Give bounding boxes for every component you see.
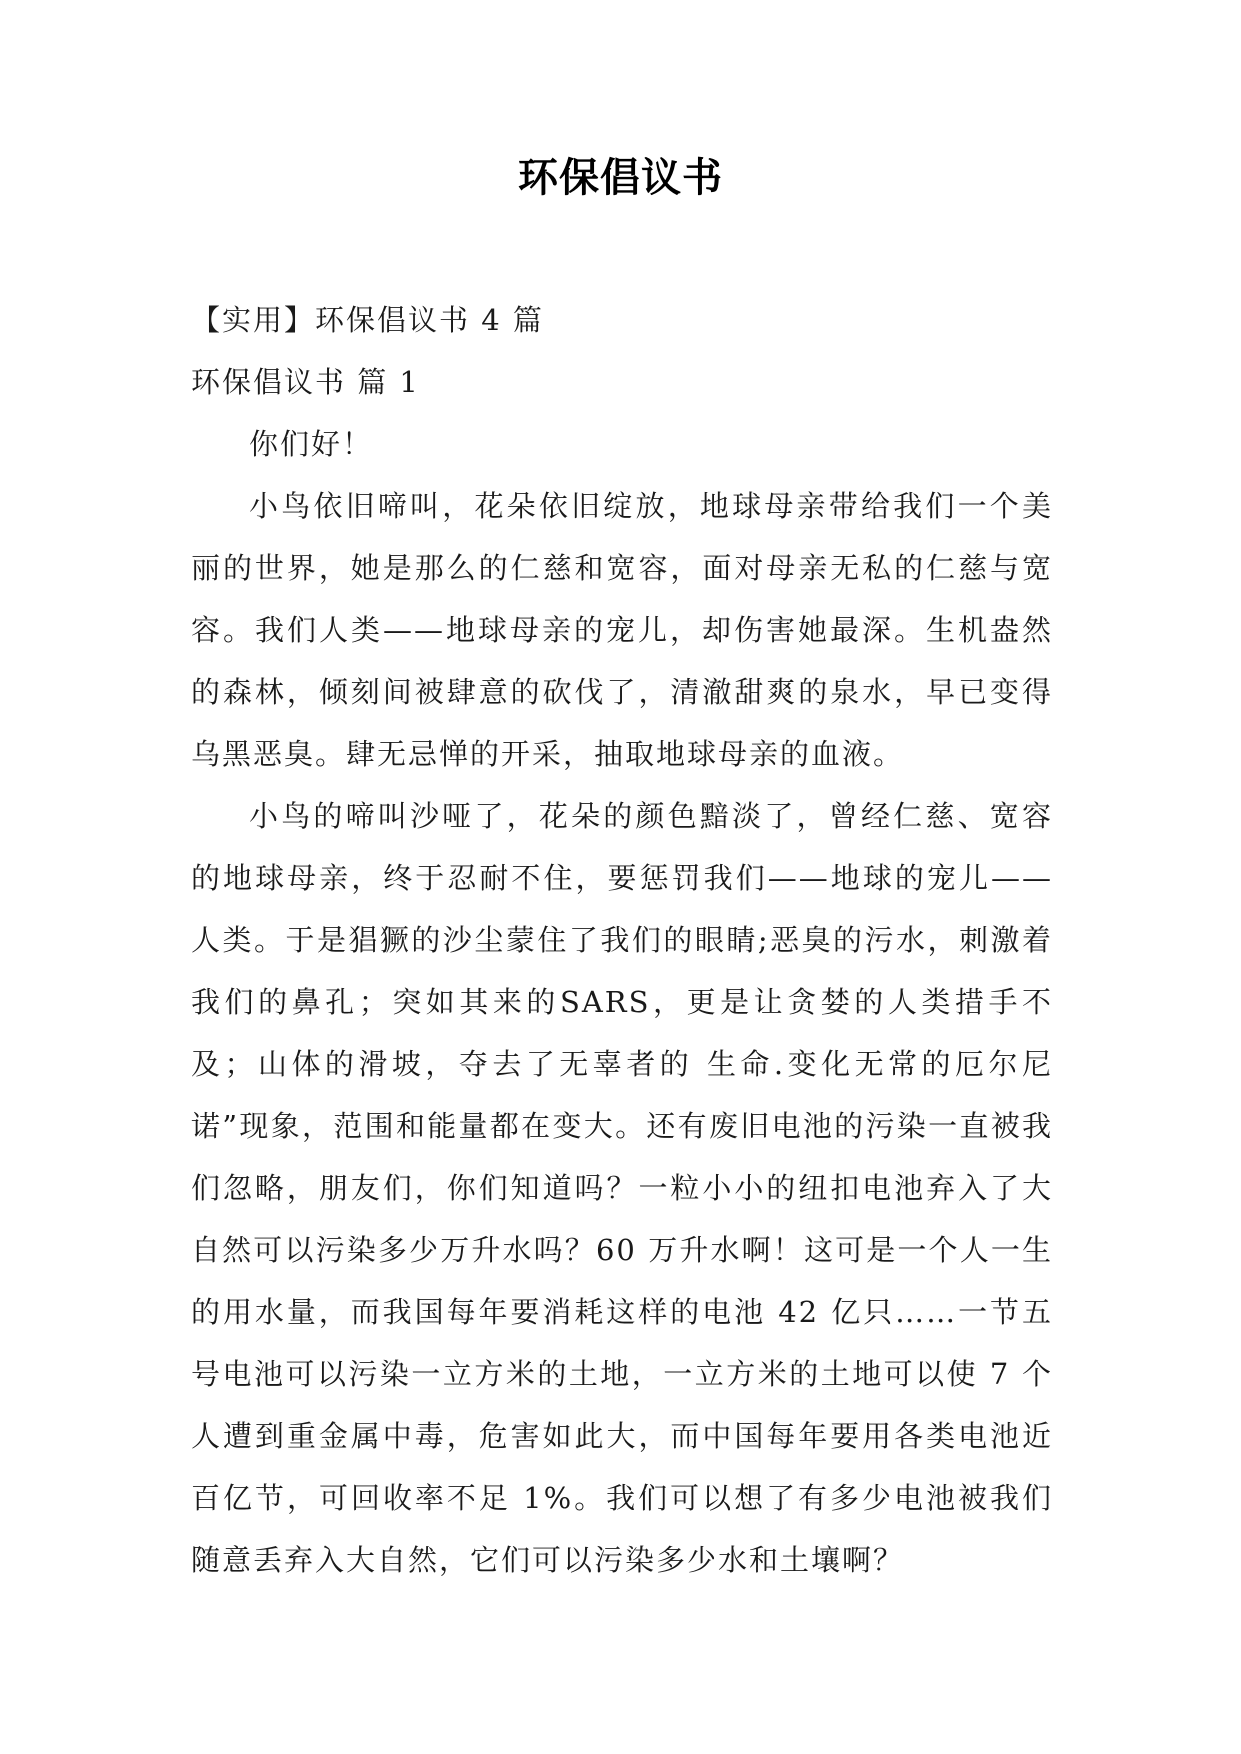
document-subtitle: 【实用】环保倡议书 4 篇	[191, 303, 544, 337]
document-title: 环保倡议书	[518, 155, 723, 201]
paragraph-2: 小鸟的啼叫沙哑了，花朵的颜色黯淡了，曾经仁慈、宽容的地球母亲，终于忍耐不住，要惩罚我们——地球的宠儿——人类。于是猖獗的沙尘蒙住了我们的眼睛;恶臭的污水，刺激着我们的鼻孔；突如其来的SARS，更是让贪婪的人类措手不及；山体的滑坡，夺去了无辜者的 生命.变化无常的厄尔尼诺”现象，范围和能量都在变大。还有废旧电池的污染一直被我们忽略，朋友们，你们知道吗？一粒小小的纽扣电池弃入了大自然可以污染多少万升水吗？60 万升水啊！这可是一个人一生的用水量，而我国每年要消耗这样的电池 42 亿只……一节五号电池可以污染一立方米的土地，一立方米的土地可以使 7 个人遭到重金属中毒，危害如此大，而中国每年要用各类电池近百亿节，可回收率不足 1%。我们可以想了有多少电池被我们随意丢弃入大自然，它们可以污染多少水和土壤啊？	[191, 799, 1053, 1577]
greeting: 你们好！	[249, 427, 374, 461]
document-body	[191, 289, 1053, 1591]
paragraph-1: 小鸟依旧啼叫，花朵依旧绽放，地球母亲带给我们一个美丽的世界，她是那么的仁慈和宽容，面对母亲无私的仁慈与宽容。我们人类——地球母亲的宠儿，却伤害她最深。生机盎然的森林，倾刻间被肆意的砍伐了，清澈甜爽的泉水，早已变得乌黑恶臭。肆无忌惮的开采，抽取地球母亲的血液。	[191, 489, 1053, 771]
section-heading: 环保倡议书 篇 1	[191, 365, 420, 399]
